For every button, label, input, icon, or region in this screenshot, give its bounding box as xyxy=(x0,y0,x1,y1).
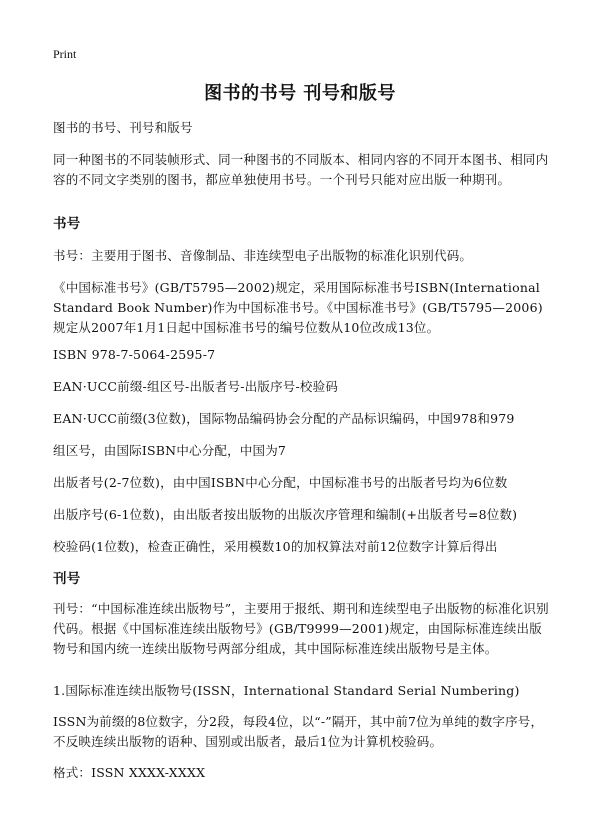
isbn-group: 组区号，由国际ISBN中心分配，中国为7 xyxy=(53,443,287,458)
page-title: 图书的书号 刊号和版号 xyxy=(204,83,396,104)
intro-paragraph: 同一种图书的不同装帧形式、同一种图书的不同版本、相同内容的不同开本图书、相同内容的不同文字类别的图书，都应单独使用书号。一个刊号只能对应出版一种期刊。 xyxy=(53,152,549,187)
isbn-sequence: 出版序号(6-1位数)，由出版者按出版物的出版次序管理和编制(+出版者号=8位数) xyxy=(53,507,518,522)
print-label[interactable]: Print xyxy=(53,47,77,61)
isbn-example: ISBN 978-7-5064-2595-7 xyxy=(53,347,216,362)
issn-item-1: 1.国际标准连续出版物号(ISSN，International Standard Serial Numbering) xyxy=(53,683,520,698)
isbn-publisher: 出版者号(2-7位数)，由中国ISBN中心分配，中国标准书号的出版者号均为6位数 xyxy=(53,475,508,490)
issn-format: 格式：ISSN XXXX-XXXX xyxy=(53,765,206,780)
isbn-standard-paragraph: 《中国标准书号》(GB/T5795—2002)规定，采用国际标准书号ISBN(International Standard Book Number)作为中国标准书号。《中国标准书号》(GB/T5795—2006)规定从2007年1月1日起中国标准书号的编号位数从10位改成13位。 xyxy=(53,280,543,335)
subtitle: 图书的书号、刊号和版号 xyxy=(53,120,193,135)
isbn-check: 校验码(1位数)，检查正确性，采用模数10的加权算法对前12位数字计算后得出 xyxy=(53,539,498,554)
issn-item-1-description: ISSN为前缀的8位数字，分2段，每段4位，以“-”隔开，其中前7位为单纯的数字序号，不反映连续出版物的语种、国别或出版者，最后1位为计算机校验码。 xyxy=(53,714,544,749)
section-heading-issn: 刊号 xyxy=(53,571,81,587)
isbn-definition: 书号：主要用于图书、音像制品、非连续型电子出版物的标准化识别代码。 xyxy=(53,248,473,263)
section-heading-isbn: 书号 xyxy=(53,216,81,232)
isbn-structure: EAN·UCC前缀-组区号-出版者号-出版序号-校验码 xyxy=(53,379,339,394)
issn-definition: 刊号：“中国标准连续出版物号”，主要用于报纸、期刊和连续型电子出版物的标准化识别代码。根据《中国标准连续出版物号》(GB/T9999—2001)规定，由国际标准连续出版物号和国内统一连续出版物号两部分组成，其中国际标准连续出版物号是主体。 xyxy=(53,601,549,656)
isbn-prefix: EAN·UCC前缀(3位数)，国际物品编码协会分配的产品标识编码，中国978和979 xyxy=(53,411,515,426)
